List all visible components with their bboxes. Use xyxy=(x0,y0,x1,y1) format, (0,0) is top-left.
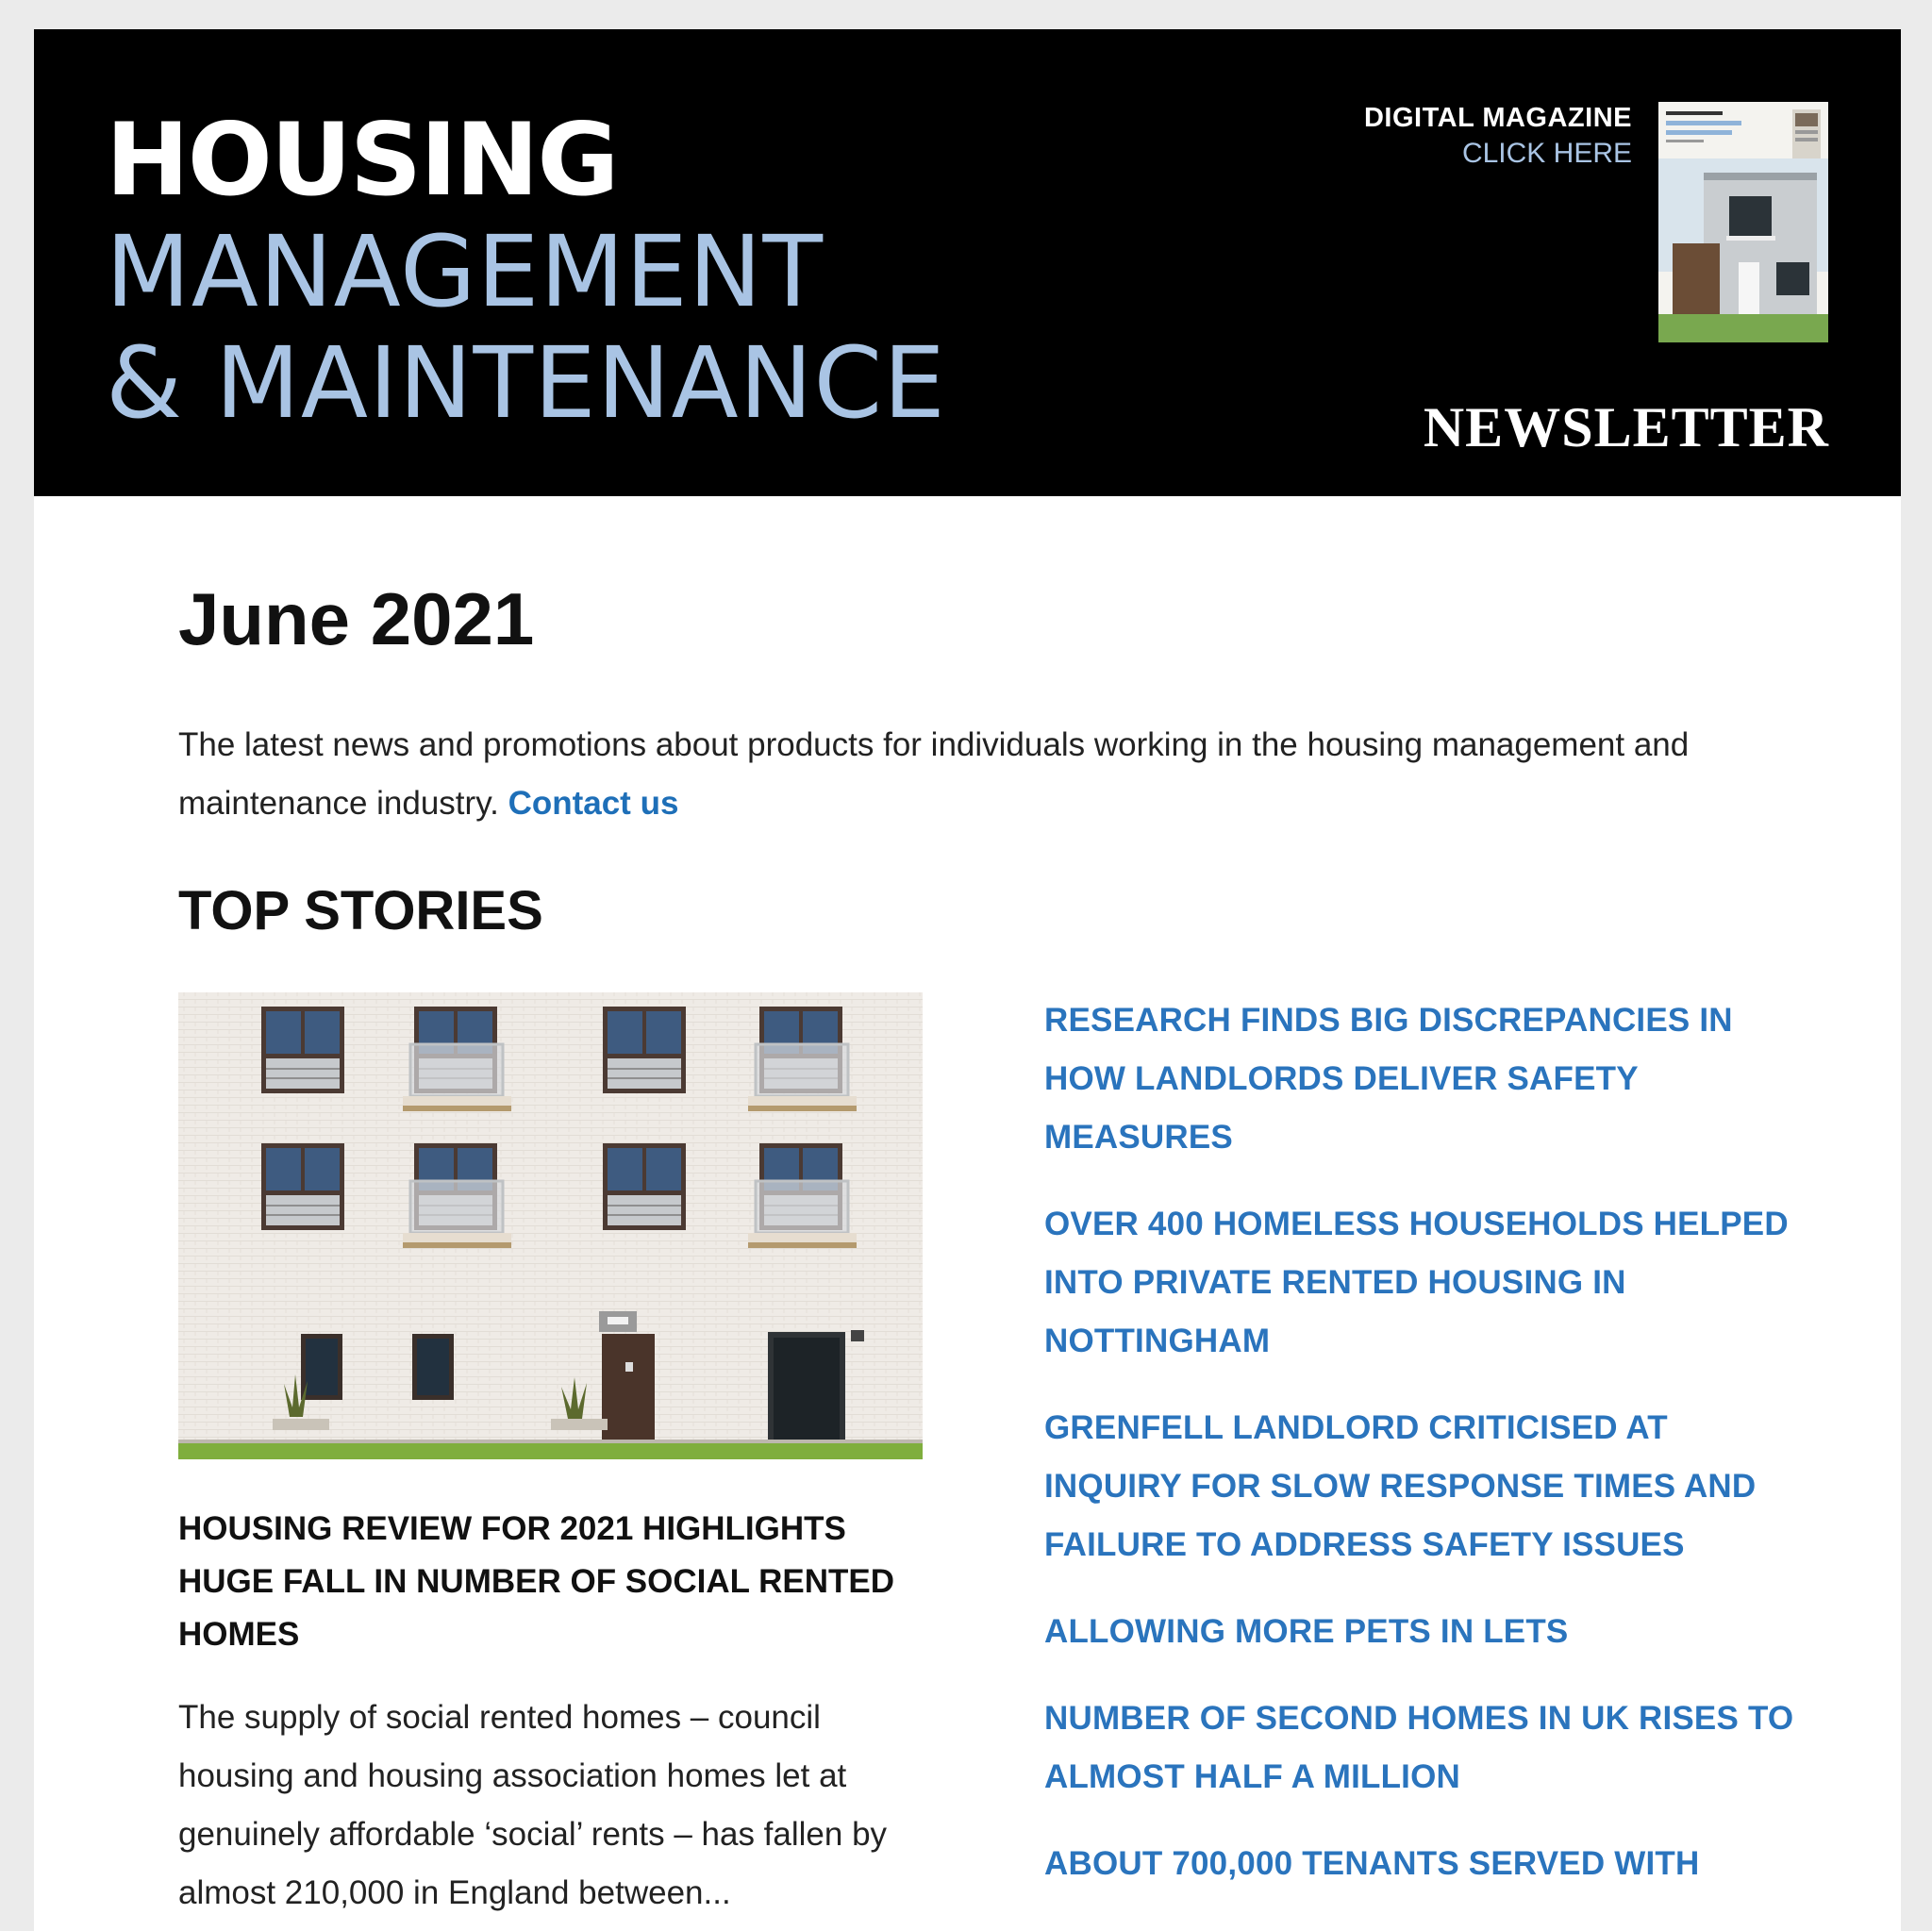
newsletter-header xyxy=(34,29,1901,496)
site-logo[interactable] xyxy=(106,102,946,441)
logo-line-housing: HOUSING xyxy=(106,102,618,218)
newsletter-label: NEWSLETTER xyxy=(1423,396,1829,458)
digital-magazine-link[interactable]: CLICK HERE xyxy=(1461,138,1632,169)
feature-story-summary: The supply of social rented homes – council housing and housing association homes let at genuinely affordable ‘social’ rents – has fallen by almost 210,000 in England between... xyxy=(178,1699,888,1911)
digital-magazine-promo xyxy=(1364,100,1632,172)
magazine-cover-thumbnail[interactable] xyxy=(1658,102,1828,342)
feature-story-image[interactable] xyxy=(178,992,923,1459)
intro-paragraph xyxy=(178,716,1763,833)
feature-story-title[interactable]: HOUSING REVIEW FOR 2021 HIGHLIGHTS HUGE FALL IN NUMBER OF SOCIAL RENTED HOMES xyxy=(178,1510,895,1653)
story-link[interactable]: NUMBER OF SECOND HOMES IN UK RISES TO ALMOST HALF A MILLION xyxy=(1044,1700,1794,1795)
issue-date: June 2021 xyxy=(178,577,535,660)
story-link[interactable]: RESEARCH FINDS BIG DISCREPANCIES IN HOW LANDLORDS DELIVER SAFETY MEASURES xyxy=(1044,1002,1733,1156)
contact-us-link[interactable]: Contact us xyxy=(508,785,679,822)
logo-line-management: MANAGEMENT xyxy=(106,214,824,329)
email-body xyxy=(34,29,1901,1931)
story-link[interactable]: OVER 400 HOMELESS HOUSEHOLDS HELPED INTO PRIVATE RENTED HOUSING IN NOTTINGHAM xyxy=(1044,1206,1789,1359)
top-stories-heading: TOP STORIES xyxy=(178,880,543,941)
logo-line-maintenance: & MAINTENANCE xyxy=(106,325,946,441)
story-link[interactable]: GRENFELL LANDLORD CRITICISED AT INQUIRY FOR SLOW RESPONSE TIMES AND FAILURE TO ADDRESS SAFETY ISSUES xyxy=(1044,1409,1757,1563)
story-link[interactable]: ABOUT 700,000 TENANTS SERVED WITH xyxy=(1044,1845,1700,1882)
intro-text: The latest news and promotions about products for individuals working in the housing management and maintenance industry. xyxy=(178,726,1690,822)
story-link[interactable]: ALLOWING MORE PETS IN LETS xyxy=(1044,1613,1569,1650)
digital-magazine-title: DIGITAL MAGAZINE xyxy=(1363,103,1632,133)
story-list xyxy=(1044,991,1799,1922)
